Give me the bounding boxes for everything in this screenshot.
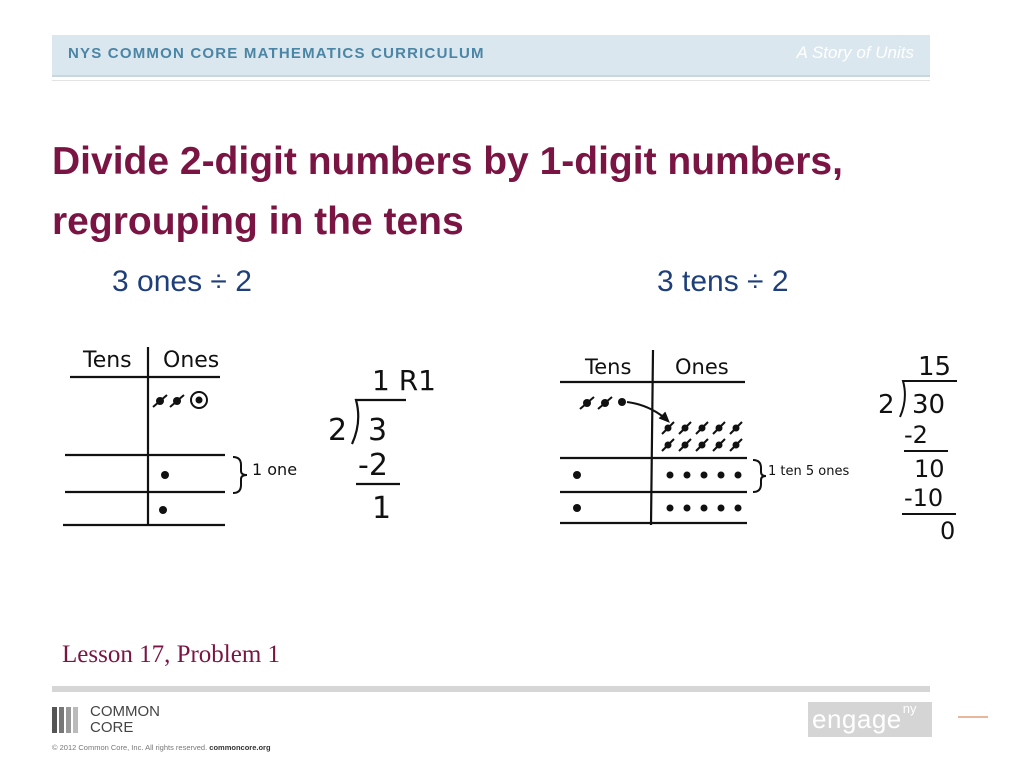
lesson-label: Lesson 17, Problem 1 — [62, 641, 281, 668]
right-place-value-chart — [555, 340, 875, 530]
right-row2-ones — [667, 505, 742, 512]
copyright-notice — [52, 743, 271, 752]
copyright-link[interactable]: commoncore.org — [209, 743, 271, 752]
engage-superscript: ny — [902, 701, 917, 716]
engage-ny-logo — [808, 702, 932, 737]
curriculum-header — [52, 35, 930, 77]
right-bracket — [753, 460, 766, 492]
left-row2-dot — [159, 506, 167, 514]
accent-dash — [958, 716, 988, 718]
slide-title-line-2: regrouping in the tens — [52, 200, 464, 244]
left-chart-tens-header: Tens — [83, 348, 132, 373]
footer-divider — [52, 686, 930, 692]
right-row1-ten-dot — [573, 471, 581, 479]
series-name: A Story of Units — [796, 43, 914, 62]
common-core-logo — [52, 704, 160, 736]
right-remainder: 0 — [940, 517, 956, 545]
right-long-division — [870, 345, 970, 545]
left-subtract: -2 — [358, 448, 388, 483]
right-divisor: 2 — [878, 390, 895, 420]
left-place-value-chart — [55, 335, 315, 535]
right-quotient: 15 — [918, 352, 952, 382]
right-bracket-note: 1 ten 5 ones — [768, 464, 850, 479]
left-remainder: 1 — [372, 491, 392, 525]
right-chart-ones-header: Ones — [675, 355, 729, 379]
left-expression: 3 ones ÷ 2 — [112, 265, 252, 298]
right-crossed-tens — [580, 397, 626, 409]
logo-line-2: CORE — [90, 719, 134, 736]
left-dividend: 3 — [368, 413, 388, 448]
right-row1-ones — [667, 472, 742, 479]
left-long-division — [320, 360, 450, 525]
slide-title-line-1: Divide 2-digit numbers by 1-digit numbers, — [52, 140, 843, 183]
left-divisor: 2 — [328, 413, 348, 448]
right-row2-ten-dot — [573, 504, 581, 512]
left-crossed-ones — [153, 395, 184, 407]
common-core-wordmark — [90, 704, 160, 736]
right-dividend: 30 — [912, 390, 946, 420]
regroup-arrow-head — [659, 412, 669, 422]
slide-title — [52, 132, 982, 253]
right-crossed-ones — [662, 422, 742, 451]
header-divider — [52, 80, 930, 81]
logo-line-1: COMMON — [90, 703, 160, 720]
right-chart-divider — [651, 350, 653, 525]
engage-wordmark: engage — [812, 704, 902, 734]
right-expression: 3 tens ÷ 2 — [657, 265, 789, 298]
left-chart-ones-header: Ones — [163, 348, 220, 373]
copyright-text: © 2012 Common Core, Inc. All rights reserved. — [52, 743, 208, 752]
left-bracket — [233, 457, 247, 493]
common-core-bars-icon — [52, 705, 82, 735]
left-row1-dot — [161, 471, 169, 479]
right-step-3: -10 — [904, 484, 944, 512]
left-circled-one — [191, 392, 207, 408]
right-step-1: -2 — [904, 421, 928, 449]
right-chart-tens-header: Tens — [585, 355, 632, 379]
left-bracket-note: 1 one — [252, 460, 298, 479]
left-quotient: 1 R1 — [372, 364, 436, 397]
curriculum-name: NYS COMMON CORE MATHEMATICS CURRICULUM — [68, 45, 485, 62]
right-step-2: 10 — [914, 455, 945, 483]
